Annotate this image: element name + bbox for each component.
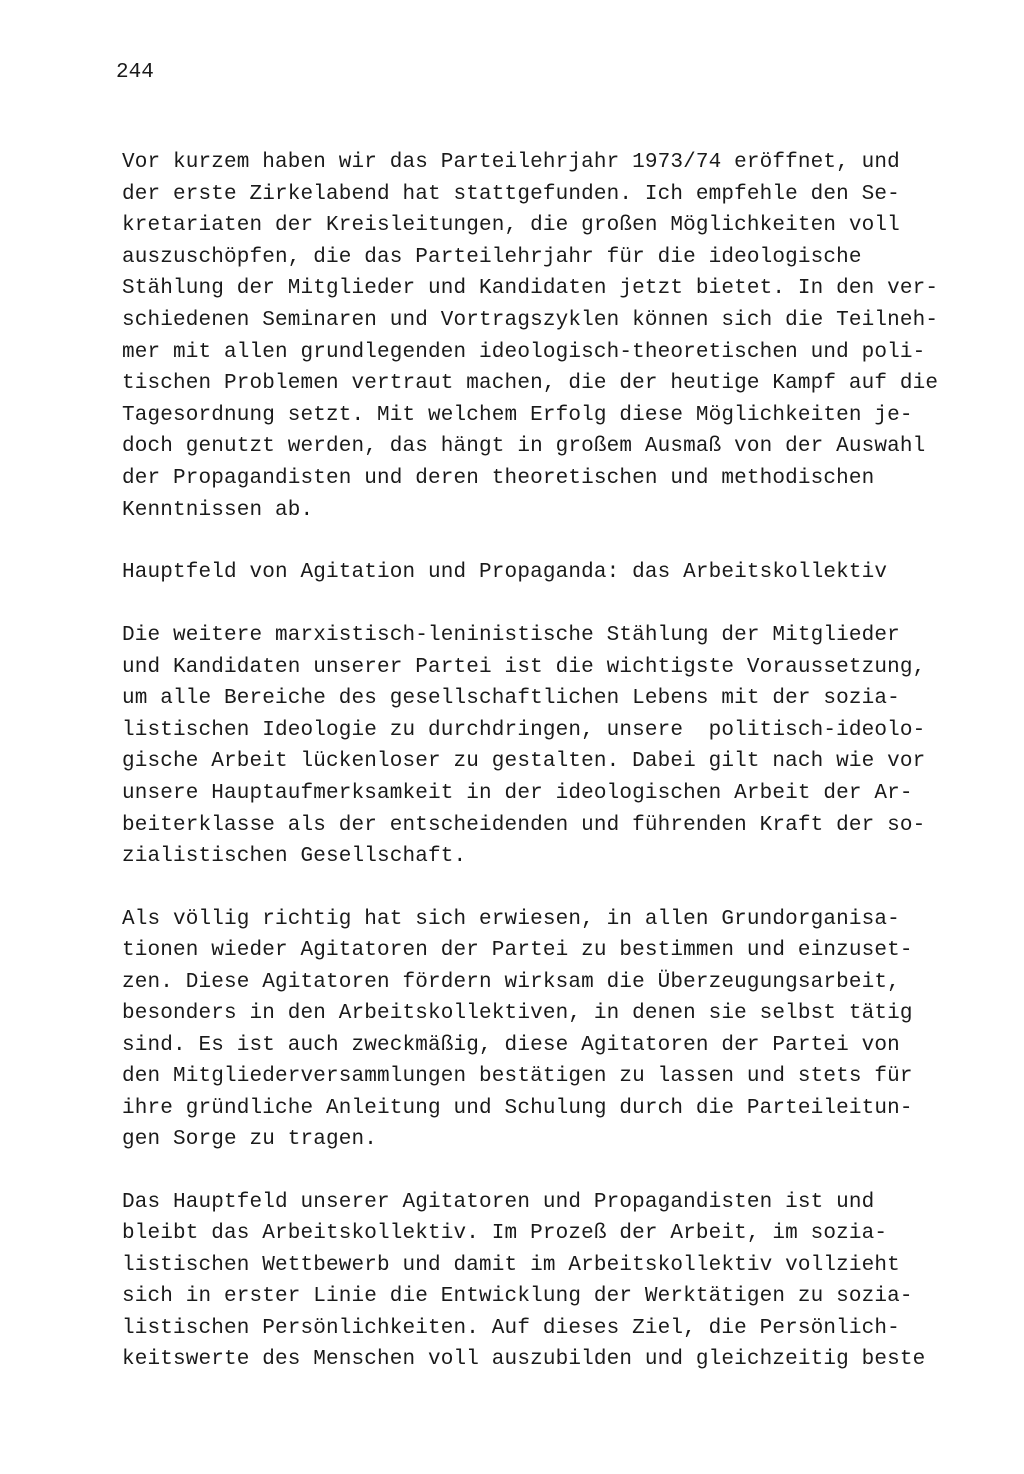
paragraph-3-line-8: zialistischen Gesellschaft.: [122, 845, 467, 868]
paragraph-4-line-8: gen Sorge zu tragen.: [122, 1128, 378, 1151]
paragraph-1-line-6: schiedenen Seminaren und Vortragszyklen können sich die Teilneh-: [122, 309, 939, 332]
paragraph-4-line-7: ihre gründliche Anleitung und Schulung durch die Parteileitun-: [122, 1097, 913, 1120]
paragraph-4-line-6: den Mitgliederversammlungen bestätigen zu lassen und stets für: [122, 1065, 913, 1088]
paragraph-3-line-7: beiterklasse als der entscheidenden und führenden Kraft der so-: [122, 814, 926, 837]
paragraph-5-line-1: Das Hauptfeld unserer Agitatoren und Propagandisten ist und: [122, 1191, 875, 1214]
paragraph-1-line-12: Kenntnissen ab.: [122, 499, 314, 522]
paragraph-5-line-4: sich in erster Linie die Entwicklung der Werktätigen zu sozia-: [122, 1285, 913, 1308]
paragraph-1-line-7: mer mit allen grundlegenden ideologisch-theoretischen und poli-: [122, 341, 926, 364]
paragraph-1-line-2: der erste Zirkelabend hat stattgefunden. Ich empfehle den Se-: [122, 183, 900, 206]
paragraph-3-line-1: Die weitere marxistisch-leninistische Stählung der Mitglieder: [122, 624, 900, 647]
paragraph-4-line-2: tionen wieder Agitatoren der Partei zu bestimmen und einzuset-: [122, 939, 913, 962]
paragraph-1-line-1: Vor kurzem haben wir das Parteilehrjahr 1973/74 eröffnet, und: [122, 151, 900, 174]
paragraph-5-line-2: bleibt das Arbeitskollektiv. Im Prozeß der Arbeit, im sozia-: [122, 1222, 888, 1245]
paragraph-5-line-6: keitswerte des Menschen voll auszubilden und gleichzeitig beste: [122, 1348, 926, 1371]
paragraph-5-line-5: listischen Persönlichkeiten. Auf dieses Ziel, die Persönlich-: [122, 1317, 900, 1340]
paragraph-3-line-4: listischen Ideologie zu durchdringen, unsere politisch-ideolo-: [122, 719, 926, 742]
paragraph-1-line-4: auszuschöpfen, die das Parteilehrjahr für die ideologische: [122, 246, 862, 269]
paragraph-5-line-3: listischen Wettbewerb und damit im Arbeitskollektiv vollzieht: [122, 1254, 900, 1277]
paragraph-4-line-1: Als völlig richtig hat sich erwiesen, in allen Grundorganisa-: [122, 908, 900, 931]
paragraph-3-line-6: unsere Hauptaufmerksamkeit in der ideologischen Arbeit der Ar-: [122, 782, 913, 805]
page-number: 244: [116, 61, 154, 84]
paragraph-4-line-4: besonders in den Arbeitskollektiven, in denen sie selbst tätig: [122, 1002, 913, 1025]
section-heading: Hauptfeld von Agitation und Propaganda: das Arbeitskollektiv: [122, 561, 888, 584]
paragraph-3-line-2: und Kandidaten unserer Partei ist die wichtigste Voraussetzung,: [122, 656, 926, 679]
paragraph-4-line-3: zen. Diese Agitatoren fördern wirksam die Überzeugungsarbeit,: [122, 971, 900, 994]
paragraph-1-line-3: kretariaten der Kreisleitungen, die großen Möglichkeiten voll: [122, 214, 900, 237]
paragraph-4-line-5: sind. Es ist auch zweckmäßig, diese Agitatoren der Partei von: [122, 1034, 900, 1057]
paragraph-3-line-5: gische Arbeit lückenloser zu gestalten. Dabei gilt nach wie vor: [122, 750, 926, 773]
paragraph-1-line-11: der Propagandisten und deren theoretischen und methodischen: [122, 467, 875, 490]
paragraph-1-line-9: Tagesordnung setzt. Mit welchem Erfolg diese Möglichkeiten je-: [122, 404, 913, 427]
paragraph-1-line-8: tischen Problemen vertraut machen, die der heutige Kampf auf die: [122, 372, 939, 395]
paragraph-3-line-3: um alle Bereiche des gesellschaftlichen Lebens mit der sozia-: [122, 687, 900, 710]
paragraph-1-line-5: Stählung der Mitglieder und Kandidaten jetzt bietet. In den ver-: [122, 277, 939, 300]
paragraph-1-line-10: doch genutzt werden, das hängt in großem Ausmaß von der Auswahl: [122, 435, 926, 458]
